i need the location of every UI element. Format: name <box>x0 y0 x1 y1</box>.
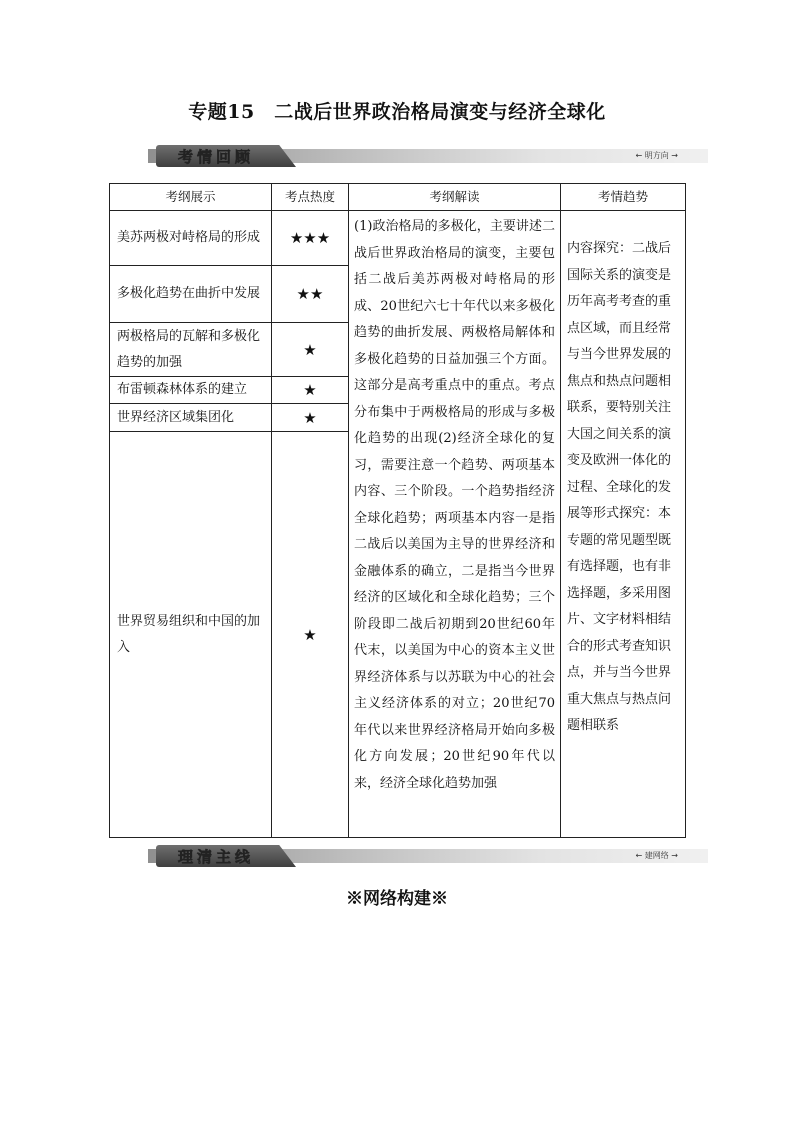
table-row <box>110 211 686 266</box>
heat-cell: ★ <box>272 432 349 838</box>
banner-right-text: ← 建网络 → <box>635 851 678 860</box>
page-title: 专题15 二战后世界政治格局演变与经济全球化 <box>188 101 606 123</box>
topic-cell: 美苏两极对峙格局的形成 <box>110 211 272 266</box>
trend-cell <box>561 211 686 838</box>
topic-cell: 布雷顿森林体系的建立 <box>110 377 272 404</box>
topic-cell: 世界贸易组织和中国的加入 <box>110 432 272 838</box>
heat-cell: ★ <box>272 323 349 377</box>
trend-text: 内容探究：二战后国际关系的演变是历年高考考查的重点区域，而且经常与当今世界发展的焦点和热点问题相联系，要特别关注大国之间关系的演变及欧洲一体化的过程、全球化的发展等形式探究：本专题的常见题型既有选择题，也有非选择题，多采用图片、文字材料相结合的形式考查知识点，并与当今世界重大焦点与热点问题相联系 <box>567 241 672 733</box>
syllabus-table <box>109 183 686 838</box>
section-banner-mainline <box>148 845 708 867</box>
heat-cell: ★ <box>272 404 349 432</box>
topic-cell: 两极格局的瓦解和多极化趋势的加强 <box>110 323 272 377</box>
section-banner-review <box>148 145 708 167</box>
table-header-row <box>110 184 686 211</box>
header-interpretation: 考纲解读 <box>349 184 561 211</box>
banner-label: 理清主线 <box>178 848 255 866</box>
banner-label: 考情回顾 <box>178 148 255 166</box>
interpretation-cell: (1)政治格局的多极化，主要讲述二战后世界政治格局的演变，主要包括二战后美苏两极对峙格局的形成、20世纪六七十年代以来多极化趋势的曲折发展、两极格局解体和多极化趋势的日益加强三个方面。这部分是高考重点中的重点。考点分布集中于两极格局的形成与多极化趋势的出现(2)经济全球化的复习，需要注意一个趋势、两项基本内容、三个阶段。一个趋势指经济全球化趋势；两项基本内容一是指二战后以美国为主导的世界经济和金融体系的确立，二是指当今世界经济的区域化和全球化趋势；三个阶段即二战后初期到20世纪60年代末，以美国为中心的资本主义世界经济体系与以苏联为中心的社会主义经济体系的对立；20世纪70年代以来世界经济格局开始向多极化方向发展；20世纪90年代以来，经济全球化趋势加强 <box>349 211 561 838</box>
heat-cell: ★★★ <box>272 211 349 266</box>
header-heat: 考点热度 <box>272 184 349 211</box>
header-syllabus: 考纲展示 <box>110 184 272 211</box>
banner-right-text: ← 明方向 → <box>635 151 678 160</box>
heat-cell: ★ <box>272 377 349 404</box>
heat-cell: ★★ <box>272 266 349 323</box>
topic-cell: 多极化趋势在曲折中发展 <box>110 266 272 323</box>
network-subtitle: ※网络构建※ <box>346 889 448 909</box>
topic-cell: 世界经济区域集团化 <box>110 404 272 432</box>
header-trend: 考情趋势 <box>561 184 686 211</box>
